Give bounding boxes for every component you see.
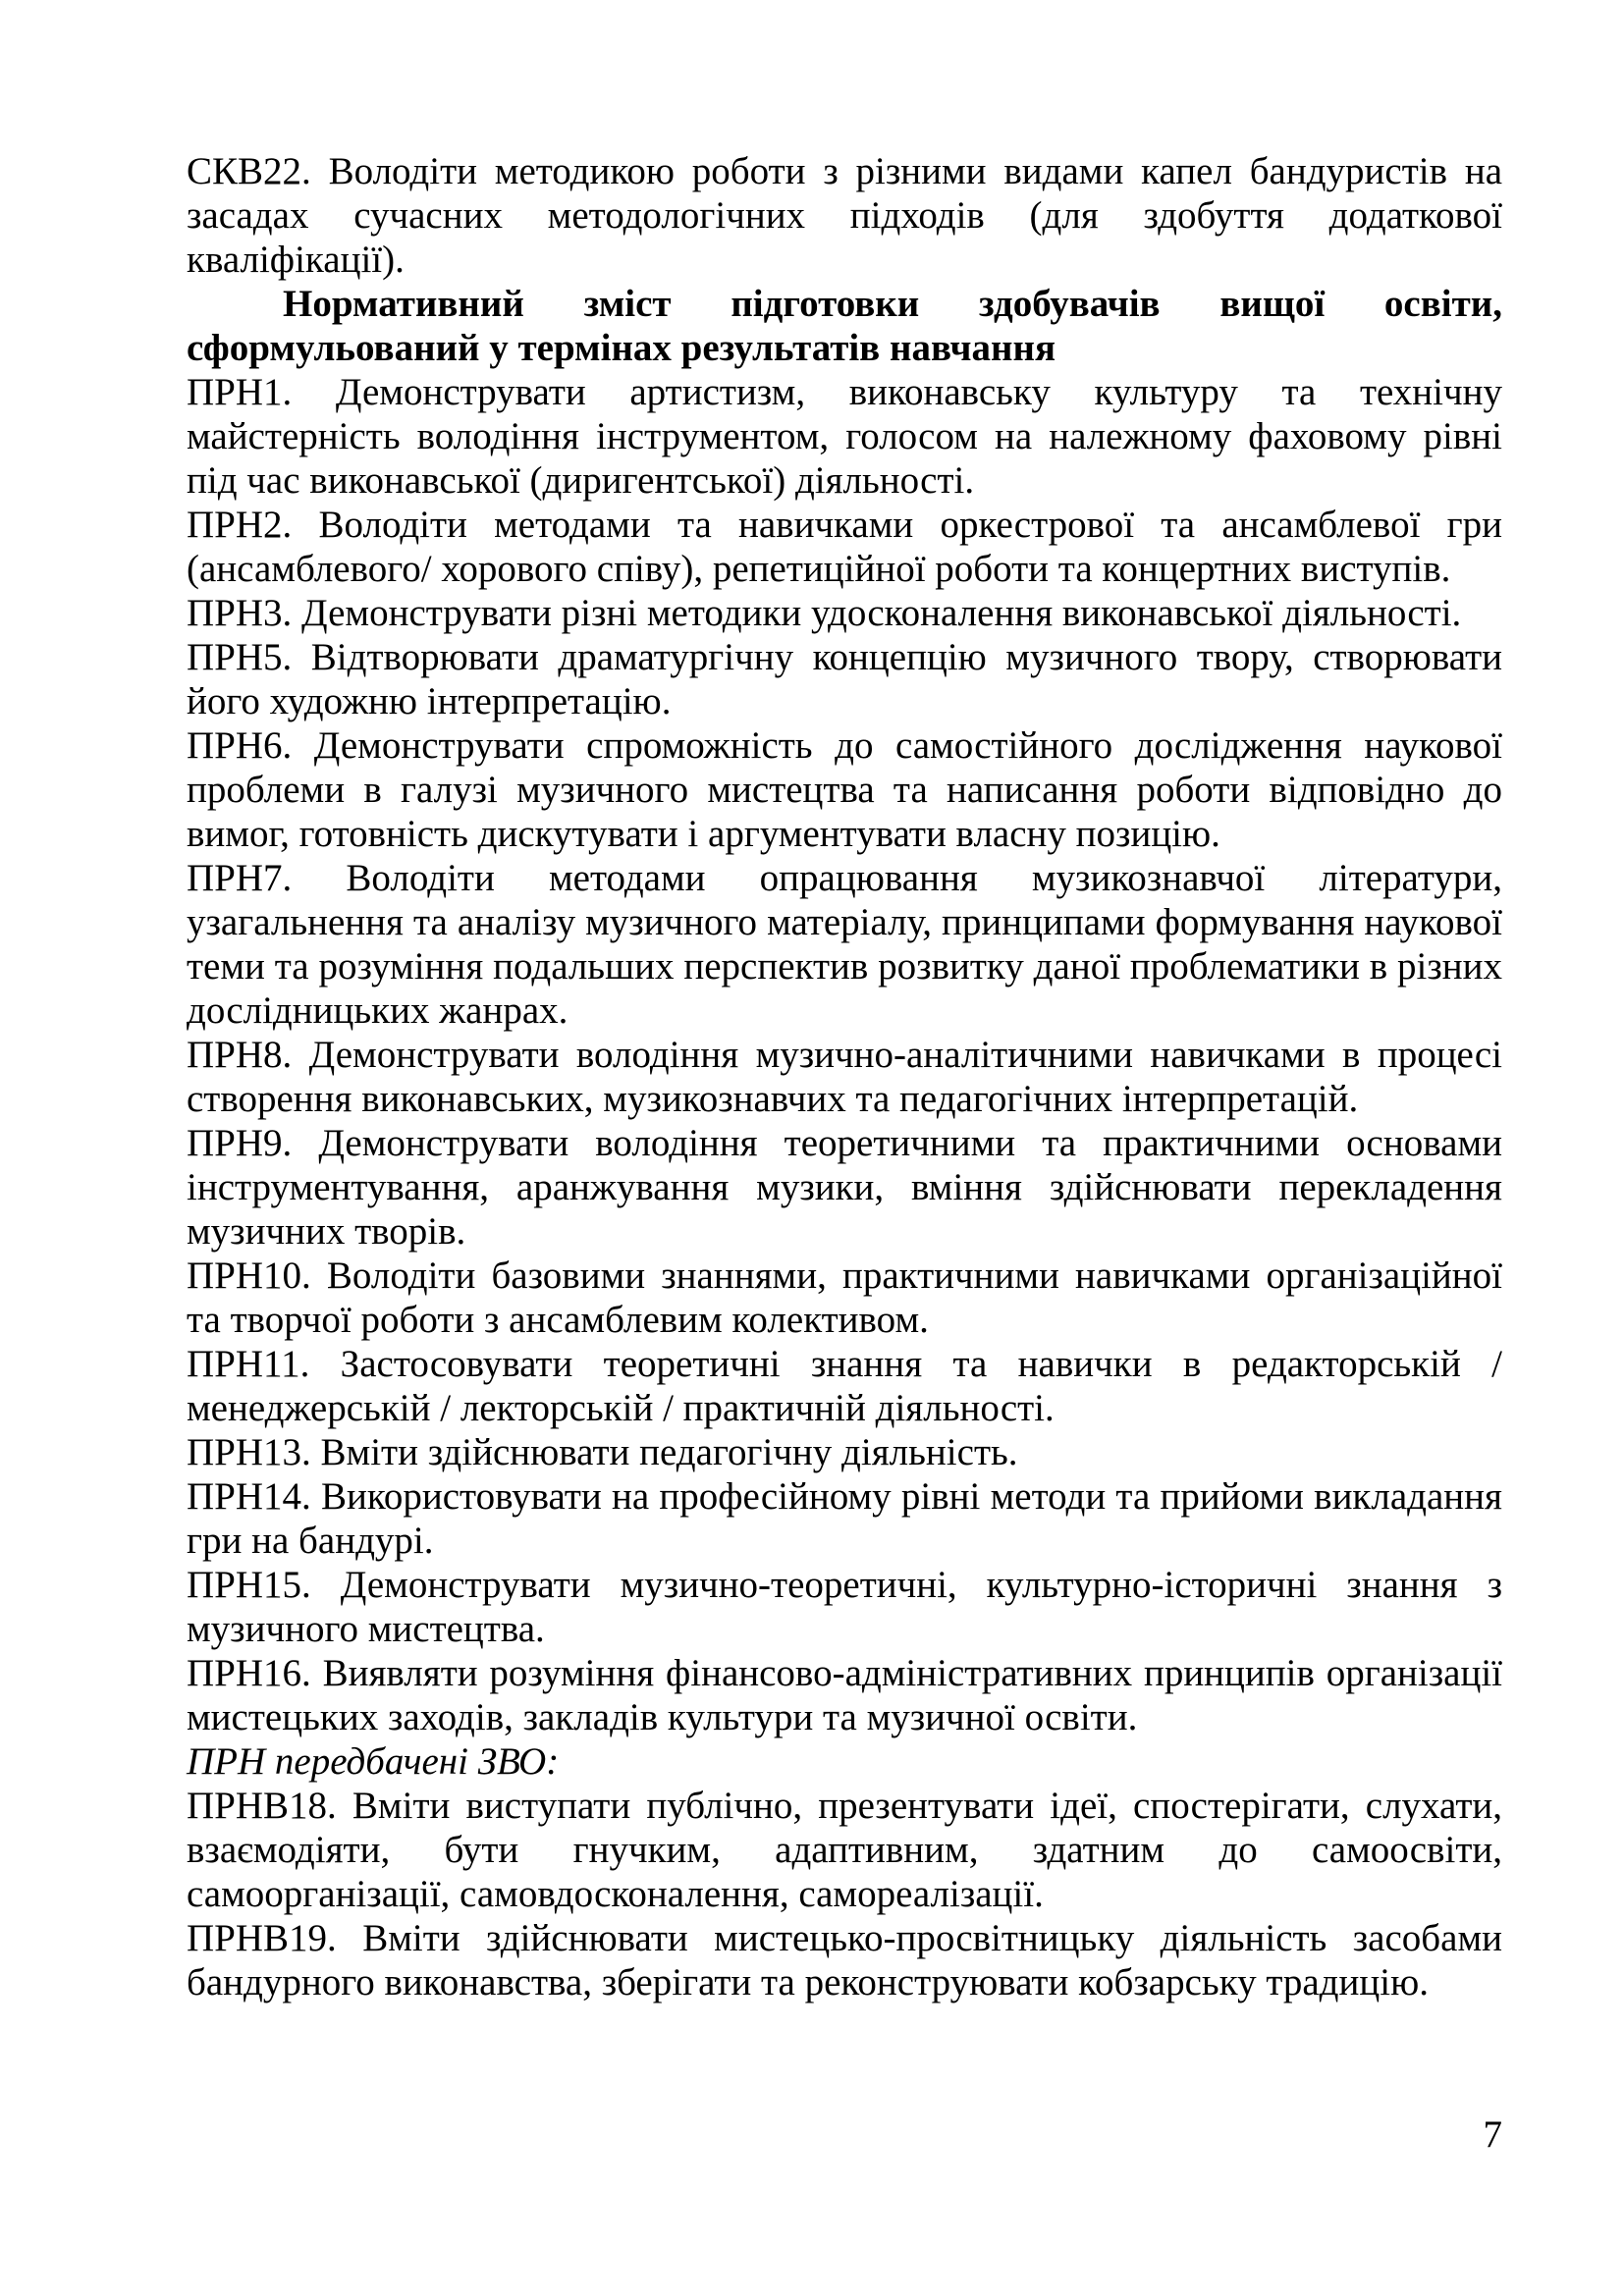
- paragraph-prn9: ПРН9. Демонструвати володіння теоретичними та практичними основами інструментування, аранжування музики, вміння здійснювати перекладення музичних творів.: [187, 1122, 1502, 1253]
- paragraph-skv22: СКВ22. Володіти методикою роботи з різними видами капел бандуристів на засадах сучасних методологічних підходів (для здобуття додаткової кваліфікації).: [187, 150, 1502, 281]
- paragraph-prn3: ПРН3. Демонструвати різні методики удосконалення виконавської діяльності.: [187, 592, 1462, 634]
- paragraph-prn2: ПРН2. Володіти методами та навичками оркестрової та ансамблевої гри (ансамблевого/ хорового співу), репетиційної роботи та концертних виступів.: [187, 504, 1502, 590]
- section-heading: Нормативний зміст підготовки здобувачів вищої освіти, сформульований у термінах результатів навчання: [187, 283, 1502, 369]
- paragraph-prn14: ПРН14. Використовувати на професійному рівні методи та прийоми викладання гри на бандурі.: [187, 1475, 1502, 1562]
- paragraph-prn15: ПРН15. Демонструвати музично-теоретичні, культурно-історичні знання з музичного мистецтва.: [187, 1564, 1502, 1650]
- paragraph-prn11: ПРН11. Застосовувати теоретичні знання та навички в редакторській / менеджерській / лекторській / практичній діяльності.: [187, 1343, 1502, 1429]
- text-block: [187, 149, 1502, 2004]
- paragraph-prn-zvo-label: ПРН передбачені ЗВО:: [187, 1740, 560, 1783]
- page-number: 7: [1483, 2113, 1502, 2156]
- paragraph-prn6: ПРН6. Демонструвати спроможність до самостійного дослідження наукової проблеми в галузі музичного мистецтва та написання роботи відповідно до вимог, готовність дискутувати і аргументувати власну позицію.: [187, 724, 1502, 855]
- paragraph-prn13: ПРН13. Вміти здійснювати педагогічну діяльність.: [187, 1431, 1018, 1473]
- paragraph-prn10: ПРН10. Володіти базовими знаннями, практичними навичками організаційної та творчої роботи з ансамблевим колективом.: [187, 1255, 1502, 1341]
- paragraph-prn7: ПРН7. Володіти методами опрацювання музикознавчої літератури, узагальнення та аналізу музичного матеріалу, принципами формування наукової теми та розуміння подальших перспектив розвитку даної проблематики в різних дослідницьких жанрах.: [187, 857, 1502, 1032]
- paragraph-prn16: ПРН16. Виявляти розуміння фінансово-адміністративних принципів організації мистецьких заходів, закладів культури та музичної освіти.: [187, 1652, 1502, 1738]
- paragraph-prnv18: ПРНВ18. Вміти виступати публічно, презентувати ідеї, спостерігати, слухати, взаємодіяти, бути гнучким, адаптивним, здатним до самоосвіти, самоорганізації, самовдосконалення, самореалізації.: [187, 1785, 1502, 1915]
- paragraph-prn8: ПРН8. Демонструвати володіння музично-аналітичними навичками в процесі створення виконавських, музикознавчих та педагогічних інтерпретацій.: [187, 1034, 1502, 1120]
- paragraph-prnv19: ПРНВ19. Вміти здійснювати мистецько-просвітницьку діяльність засобами бандурного виконавства, зберігати та реконструювати кобзарську традицію.: [187, 1917, 1502, 2003]
- paragraph-prn5: ПРН5. Відтворювати драматургічну концепцію музичного твору, створювати його художню інтерпретацію.: [187, 636, 1502, 722]
- paragraph-prn1: ПРН1. Демонструвати артистизм, виконавську культуру та технічну майстерність володіння інструментом, голосом на належному фаховому рівні під час виконавської (диригентської) діяльності.: [187, 371, 1502, 502]
